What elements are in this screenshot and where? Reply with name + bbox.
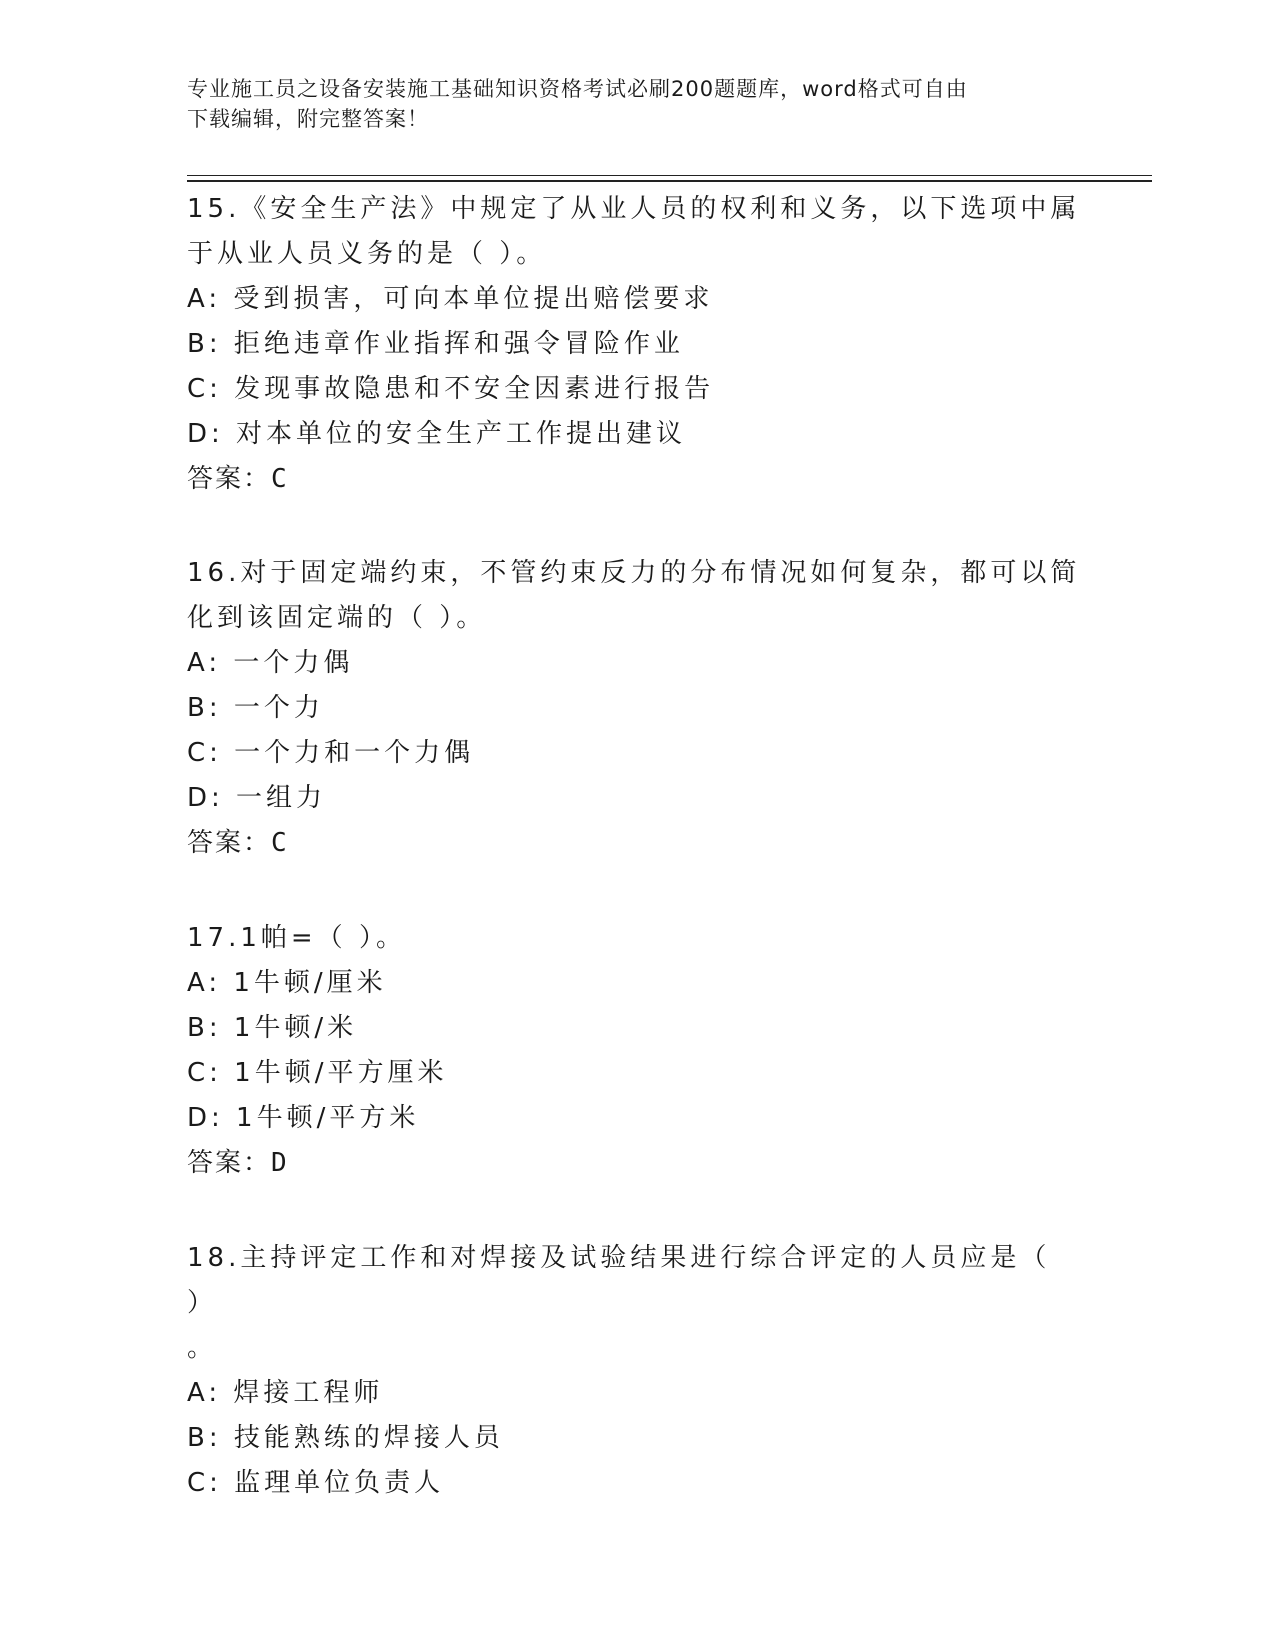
header-divider-thick: [187, 180, 1152, 182]
answer-value: C: [271, 828, 289, 858]
option-b: B: 拒绝违章作业指挥和强令冒险作业: [187, 329, 684, 359]
answer-label: 答案：: [187, 1148, 272, 1178]
option-d: D: 对本单位的安全生产工作提出建议: [187, 419, 687, 449]
question-15: [187, 187, 1087, 502]
option-d: D: 1牛顿/平方米: [187, 1103, 420, 1133]
answer-line: [187, 1141, 1087, 1186]
question-text-tail: 。: [187, 1333, 218, 1363]
option-b: B: 技能熟练的焊接人员: [187, 1423, 504, 1453]
header-line-1: 专业施工员之设备安装施工基础知识资格考试必刷200题题库，word格式可自由: [187, 77, 968, 101]
option-a: A: 焊接工程师: [187, 1378, 384, 1408]
option-d: D: 一组力: [187, 783, 327, 813]
option-b: B: 1牛顿/米: [187, 1013, 358, 1043]
question-18: [187, 1236, 1087, 1506]
question-text-main: 18.主持评定工作和对焊接及试验结果进行综合评定的人员应是（ ）: [187, 1243, 1051, 1318]
option-c: C: 1牛顿/平方厘米: [187, 1058, 448, 1088]
answer-value: C: [271, 464, 289, 494]
header-line-2: 下载编辑，附完整答案！: [187, 107, 429, 131]
document-header: [187, 74, 1067, 134]
question-17: [187, 916, 1087, 1186]
question-text: 17.1帕=（ ）。: [187, 923, 406, 953]
answer-line: [187, 457, 1087, 502]
question-text: 16.对于固定端约束，不管约束反力的分布情况如何复杂，都可以简化到该固定端的（ ）。: [187, 558, 1081, 633]
question-text: [187, 1236, 1087, 1371]
option-a: A: 一个力偶: [187, 648, 354, 678]
question-16: [187, 551, 1087, 866]
answer-label: 答案：: [187, 828, 272, 858]
answer-label: 答案：: [187, 464, 272, 494]
answer-line: [187, 821, 1087, 866]
option-b: B: 一个力: [187, 693, 324, 723]
option-a: A: 1牛顿/厘米: [187, 968, 387, 998]
option-c: C: 监理单位负责人: [187, 1468, 445, 1498]
answer-value: D: [271, 1148, 289, 1178]
option-c: C: 发现事故隐患和不安全因素进行报告: [187, 374, 715, 404]
header-divider-thin: [187, 175, 1152, 176]
option-c: C: 一个力和一个力偶: [187, 738, 475, 768]
option-a: A: 受到损害，可向本单位提出赔偿要求: [187, 284, 714, 314]
question-text: 15.《安全生产法》中规定了从业人员的权利和义务，以下选项中属于从业人员义务的是（ ）。: [187, 194, 1081, 269]
